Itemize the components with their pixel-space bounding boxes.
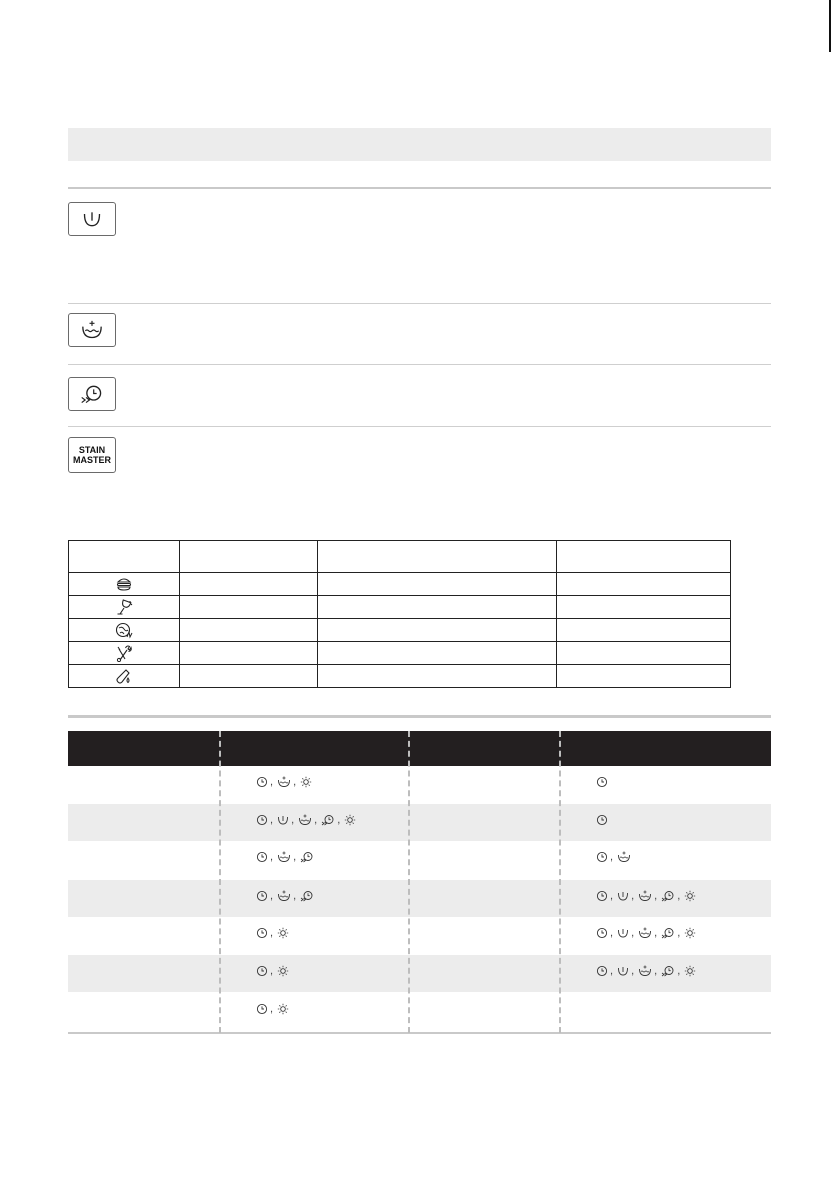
extra-water-icon	[617, 851, 631, 863]
dry-icon	[277, 927, 289, 939]
table-cell	[556, 642, 730, 665]
time-save-icon	[661, 890, 675, 902]
icon-separator: ,	[270, 851, 274, 863]
extra-rinse-icon	[277, 814, 289, 826]
icon-separator: ,	[293, 890, 297, 902]
icon-separator: ,	[654, 927, 658, 939]
icon-separator: ,	[291, 814, 295, 826]
time-save-icon	[661, 965, 675, 977]
timer-icon	[596, 965, 608, 977]
section-rule	[68, 715, 771, 718]
timer-icon	[256, 814, 268, 826]
timer-icon	[256, 890, 268, 902]
icon-separator: ,	[677, 927, 681, 939]
table-row	[69, 642, 731, 665]
table-cell	[556, 596, 730, 619]
timer-icon	[596, 814, 608, 826]
table-bottom-rule	[68, 1032, 771, 1034]
table-cell	[318, 596, 556, 619]
stain-master-label-line1: STAIN	[78, 445, 106, 455]
stain-icon-cell	[69, 573, 180, 596]
table-cell	[179, 619, 318, 642]
stain-icon-cell	[69, 596, 180, 619]
option-icon-group	[256, 851, 314, 863]
tools-oil-icon	[116, 644, 132, 662]
stain-table	[68, 540, 731, 688]
timer-icon	[256, 927, 268, 939]
icon-separator: ,	[337, 814, 341, 826]
icon-separator: ,	[654, 890, 658, 902]
extra-water-icon	[277, 776, 291, 788]
icon-separator: ,	[610, 965, 614, 977]
option-divider	[68, 426, 771, 427]
table-row	[68, 804, 771, 841]
option-icon-group	[596, 814, 608, 826]
stain-table-header	[69, 541, 731, 573]
table-row	[69, 665, 731, 688]
icon-separator: ,	[610, 851, 614, 863]
table-row	[69, 619, 731, 642]
icon-separator: ,	[631, 927, 635, 939]
icon-separator: ,	[293, 776, 297, 788]
option-icon-group	[256, 776, 312, 788]
icon-separator: ,	[631, 965, 635, 977]
icon-separator: ,	[677, 890, 681, 902]
option-divider	[68, 364, 771, 365]
section-title-bar	[68, 128, 771, 161]
timer-icon	[256, 965, 268, 977]
time-save-icon	[661, 927, 675, 939]
time-save-icon	[80, 383, 104, 405]
icon-separator: ,	[610, 890, 614, 902]
icon-separator: ,	[677, 965, 681, 977]
time-save-icon	[300, 890, 314, 902]
dry-icon	[684, 927, 696, 939]
stain-icon-cell	[69, 665, 180, 688]
icon-separator: ,	[270, 1003, 274, 1015]
table-row	[68, 993, 771, 1030]
extra-water-icon	[298, 814, 312, 826]
icon-separator: ,	[654, 965, 658, 977]
extra-rinse-icon	[617, 890, 629, 902]
grass-earth-icon	[115, 622, 133, 639]
timer-icon	[256, 1003, 268, 1015]
extra-water-icon	[638, 927, 652, 939]
icon-separator: ,	[270, 890, 274, 902]
table-cell	[179, 596, 318, 619]
icon-separator: ,	[293, 851, 297, 863]
option-icon-group	[256, 890, 314, 902]
dry-icon	[300, 776, 312, 788]
dry-icon	[277, 965, 289, 977]
dry-icon	[684, 890, 696, 902]
extra-rinse-option	[68, 202, 116, 236]
icon-separator: ,	[610, 927, 614, 939]
program-table-header	[68, 731, 771, 766]
icon-separator: ,	[270, 927, 274, 939]
column-divider	[559, 731, 561, 1033]
timer-icon	[256, 851, 268, 863]
table-cell	[179, 665, 318, 688]
table-cell	[318, 642, 556, 665]
burger-icon	[115, 576, 133, 592]
timer-icon	[596, 776, 608, 788]
dry-icon	[344, 814, 356, 826]
option-icon-group	[256, 927, 289, 939]
table-row	[69, 573, 731, 596]
icon-separator: ,	[270, 965, 274, 977]
time-save-icon	[321, 814, 335, 826]
timer-icon	[596, 890, 608, 902]
icon-separator: ,	[631, 890, 635, 902]
extra-water-icon	[80, 320, 104, 340]
wine-glass-icon	[115, 599, 133, 616]
stain-master-icon	[73, 445, 111, 465]
option-icon-group	[596, 965, 696, 977]
timer-icon	[596, 851, 608, 863]
extra-rinse-icon	[617, 965, 629, 977]
section-rule	[68, 187, 771, 189]
timer-icon	[596, 927, 608, 939]
time-save-option	[68, 377, 116, 411]
option-icon-group	[256, 965, 289, 977]
column-divider	[219, 731, 221, 1033]
extra-water-option	[68, 313, 116, 347]
extra-water-icon	[277, 851, 291, 863]
option-icon-group	[596, 890, 696, 902]
icon-separator: ,	[270, 776, 274, 788]
table-cell	[318, 619, 556, 642]
extra-water-icon	[277, 890, 291, 902]
option-icon-group	[256, 1003, 289, 1015]
table-cell	[556, 665, 730, 688]
dry-icon	[684, 965, 696, 977]
column-divider	[408, 731, 410, 1033]
table-row	[69, 596, 731, 619]
stain-header-cell	[179, 541, 318, 573]
stain-icon-cell	[69, 619, 180, 642]
stain-icon-cell	[69, 642, 180, 665]
option-icon-group	[596, 776, 608, 788]
table-cell	[318, 573, 556, 596]
stain-header-cell	[556, 541, 730, 573]
option-divider	[68, 303, 771, 304]
table-row	[68, 841, 771, 878]
time-save-icon	[300, 851, 314, 863]
extra-rinse-icon	[81, 209, 103, 229]
icon-separator: ,	[270, 814, 274, 826]
extra-rinse-icon	[617, 927, 629, 939]
page-edge-line	[829, 0, 831, 52]
icon-separator: ,	[314, 814, 318, 826]
table-cell	[318, 665, 556, 688]
extra-water-icon	[638, 965, 652, 977]
dry-icon	[277, 1003, 289, 1015]
timer-icon	[256, 776, 268, 788]
stain-header-cell	[69, 541, 180, 573]
table-cell	[556, 619, 730, 642]
stain-master-option	[68, 437, 116, 473]
stain-master-label-line2: MASTER	[73, 455, 111, 465]
table-cell	[556, 573, 730, 596]
option-icon-group	[256, 814, 356, 826]
stain-header-cell	[318, 541, 556, 573]
table-cell	[179, 642, 318, 665]
option-icon-group	[596, 851, 631, 863]
table-cell	[179, 573, 318, 596]
option-icon-group	[596, 927, 696, 939]
extra-water-icon	[638, 890, 652, 902]
bottle-drop-icon	[115, 668, 133, 685]
table-row	[68, 766, 771, 803]
